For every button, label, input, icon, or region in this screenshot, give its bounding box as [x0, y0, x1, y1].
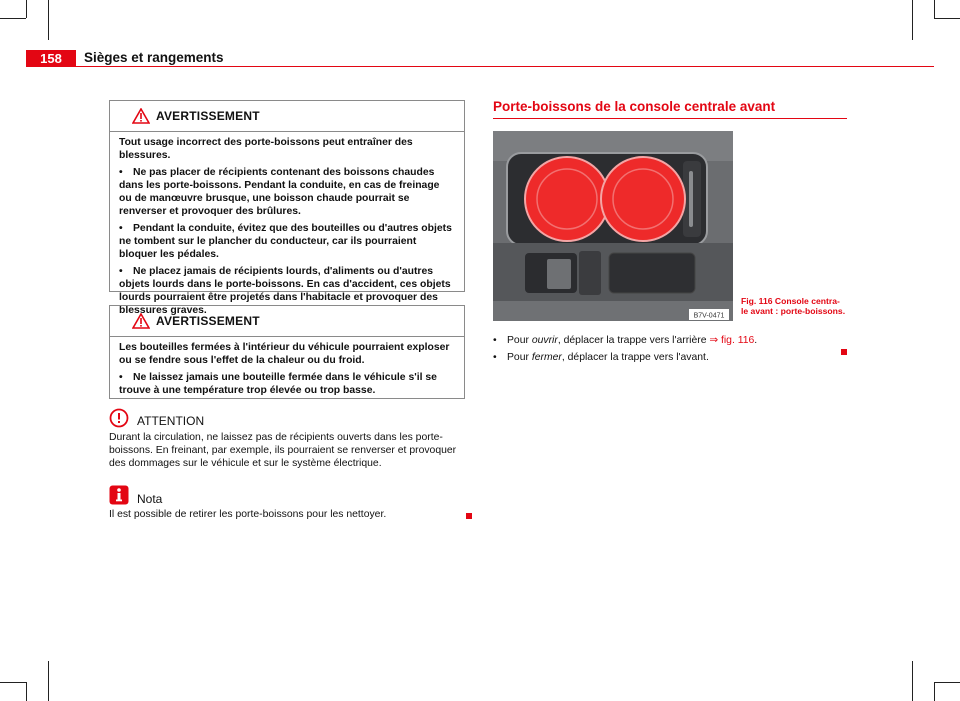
figure-link[interactable]: ⇒ fig. 116 — [709, 335, 755, 346]
crop-mark — [48, 0, 49, 40]
crop-mark — [934, 18, 960, 19]
figure-code: B7V-0471 — [693, 312, 725, 320]
figure-caption — [741, 296, 851, 316]
warning-intro: Les bouteilles fermées à l'intérieur du véhicule pourraient exploser ou se fendre sous l'effet de la chaleur ou du froid. — [119, 342, 450, 366]
warning-bullet-text: Ne pas placer de récipients contenant des boissons chaudes dans les porte-boissons. Pendant la conduite, en cas de freinage ou de manœuvre brusque, une boisson chaude pourrait se renverser et provoquer des brûlures. — [119, 167, 440, 217]
step-text: , déplacer la trappe vers l'arrière — [557, 335, 710, 346]
warning-box — [109, 100, 465, 316]
step-prefix: Pour — [507, 335, 532, 346]
crop-mark — [48, 661, 49, 701]
info-icon — [109, 485, 129, 505]
warning-triangle-icon — [132, 313, 150, 329]
warning-header — [110, 101, 464, 132]
exclamation-circle-icon — [109, 408, 129, 428]
figure-caption-line: le avant : porte-boissons. — [741, 306, 846, 316]
figure-caption-line: Fig. 116 Console centra- — [741, 296, 840, 306]
warning-bullet-text: Ne placez jamais de récipients lourds, d'aliments ou d'autres objets lourds dans le porte-boissons. En cas d'accident, ces objets lourds pourraient être projetés dans l'habitacle et provoquer des blessures graves. — [119, 266, 451, 316]
crop-mark — [26, 0, 27, 18]
warning-title: AVERTISSEMENT — [156, 314, 260, 328]
bullet-icon: • — [119, 266, 123, 277]
crop-mark — [0, 18, 26, 19]
console-cupholder-figure — [493, 131, 733, 321]
note-title: Nota — [137, 492, 163, 506]
warning-body — [110, 337, 464, 407]
step-verb: ouvrir — [531, 335, 558, 346]
page-number: 158 — [26, 50, 76, 67]
attention-header — [109, 408, 469, 430]
attention-text: Durant la circulation, ne laissez pas de récipients ouverts dans les porte-boissons. En freinant, par exemple, ils pourraient se renverser et provoquer des dommages sur le véhicule et sur le système électrique. — [109, 432, 457, 469]
warning-title: AVERTISSEMENT — [156, 109, 260, 123]
crop-mark — [934, 682, 935, 701]
warning-bullet-text: Ne laissez jamais une bouteille fermée dans le véhicule s'il se trouve à une température trop élevée ou trop basse. — [119, 372, 437, 396]
end-mark — [466, 513, 472, 519]
header-rule — [76, 66, 934, 67]
note-header — [109, 485, 469, 507]
crop-mark — [934, 0, 935, 18]
warning-bullet — [119, 166, 455, 218]
warning-box — [109, 305, 465, 399]
crop-mark — [912, 661, 913, 701]
bullet-icon: • — [493, 352, 497, 363]
note-block — [109, 485, 469, 521]
section-heading: Porte-boissons de la console centrale avant — [493, 99, 776, 114]
step-close — [493, 351, 709, 364]
crop-mark — [26, 682, 27, 701]
step-open — [493, 334, 757, 347]
step-suffix: . — [754, 335, 758, 346]
step-verb: fermer — [531, 352, 562, 363]
crop-mark — [934, 682, 960, 683]
note-text: Il est possible de retirer les porte-boissons pour les nettoyer. — [109, 509, 387, 520]
warning-triangle-icon — [132, 108, 150, 124]
step-text: , déplacer la trappe vers l'avant. — [561, 352, 709, 363]
warning-bullet — [119, 371, 455, 397]
section-title: Sièges et rangements — [84, 50, 224, 65]
step-prefix: Pour — [507, 352, 532, 363]
bullet-icon: • — [119, 372, 123, 383]
warning-body — [110, 132, 464, 327]
bullet-icon: • — [119, 167, 123, 178]
bullet-icon: • — [493, 335, 497, 346]
warning-intro: Tout usage incorrect des porte-boissons peut entraîner des blessures. — [119, 137, 413, 161]
heading-rule — [493, 118, 847, 119]
warning-bullet — [119, 222, 455, 261]
warning-header — [110, 306, 464, 337]
crop-mark — [912, 0, 913, 40]
attention-title: ATTENTION — [137, 414, 205, 428]
attention-block — [109, 408, 469, 470]
crop-mark — [0, 682, 26, 683]
warning-bullet-text: Pendant la conduite, évitez que des bouteilles ou d'autres objets ne tombent sur le plancher du conducteur, car ils pourraient bloquer les pédales. — [119, 223, 452, 260]
bullet-icon: • — [119, 223, 123, 234]
end-mark — [841, 349, 847, 355]
